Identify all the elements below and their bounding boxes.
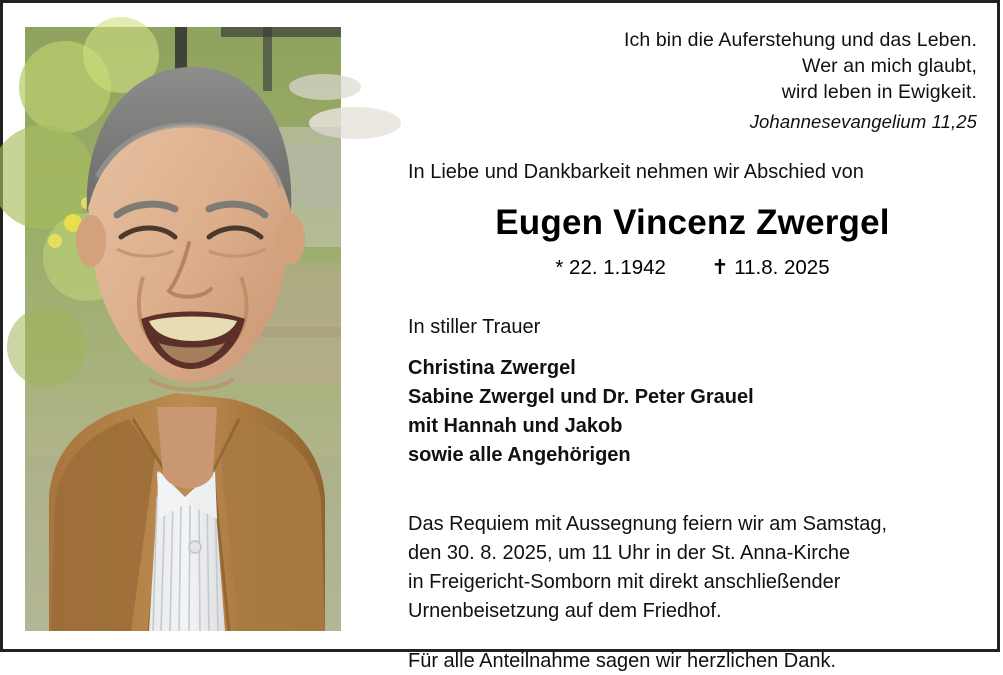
verse-line-2: Wer an mich glaubt, xyxy=(802,55,977,77)
service-line-2: den 30. 8. 2025, um 11 Uhr in der St. Anna-Kirche xyxy=(408,542,851,564)
mourner-name-3: mit Hannah und Jakob xyxy=(408,415,623,437)
portrait-photo-container xyxy=(25,27,370,635)
intro-text: In Liebe und Dankbarkeit nehmen wir Abschied von xyxy=(408,161,864,183)
mourner-name-4: sowie alle Angehörigen xyxy=(408,444,631,466)
verse-line-1: Ich bin die Auferstehung und das Leben. xyxy=(623,29,977,51)
deceased-name: Eugen Vincenz Zwergel xyxy=(495,203,890,242)
mourning-label: In stiller Trauer xyxy=(408,316,541,338)
mourner-name-1: Christina Zwergel xyxy=(408,357,576,379)
death-date: ✝ 11.8. 2025 xyxy=(711,256,830,279)
service-line-3: in Freigericht-Somborn mit direkt anschließender xyxy=(408,571,841,593)
thanks-text: Für alle Anteilnahme sagen wir herzlichen Dank. xyxy=(408,650,836,672)
obituary-content xyxy=(3,3,1003,672)
verse-line-3: wird leben in Ewigkeit. xyxy=(781,81,977,103)
verse-source: Johannesevangelium 11,25 xyxy=(749,111,977,132)
mourner-name-2: Sabine Zwergel und Dr. Peter Grauel xyxy=(408,386,754,408)
mourner-list xyxy=(408,354,977,470)
bible-verse xyxy=(408,27,977,135)
birth-date: * 22. 1.1942 xyxy=(555,256,666,279)
life-dates xyxy=(408,255,977,280)
portrait-photo xyxy=(25,27,341,631)
service-line-4: Urnenbeisetzung auf dem Friedhof. xyxy=(408,600,722,622)
service-line-1: Das Requiem mit Aussegnung feiern wir am Samstag, xyxy=(408,513,888,535)
service-details xyxy=(408,510,977,626)
obituary-text-column xyxy=(370,27,981,672)
